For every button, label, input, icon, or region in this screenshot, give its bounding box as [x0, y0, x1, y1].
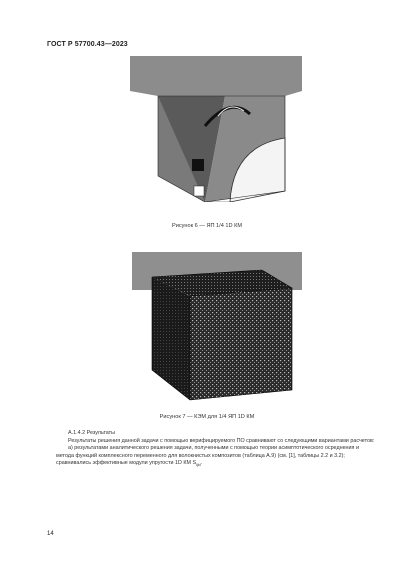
modulus-symbol: $S_{ijkl}$ [192, 460, 201, 468]
document-header: ГОСТ Р 57700.43—2023 [47, 41, 128, 48]
page-number: 14 [47, 531, 54, 537]
figure-6-caption: Рисунок 6 — ЯП 1/4 1D КМ [171, 223, 243, 229]
results-paragraph: Результаты решения данной задачи с помощью верифицируемого ПО сравнивают со следующими вариантами расчетов: [68, 437, 375, 444]
section-heading: А.1.4.2 Результаты [68, 430, 115, 436]
results-item-a: а) результатами аналитического решения задачи, полученными с помощью теории асимптотического осреднения и метода функций комплексного переменного для волокнистых композитов (таблица А.9) (см. [1], таблицы 2.2 и 3.2); сравнивались эффективные модули упругости 1D КМ $S_{ijkl}$. [56, 445, 359, 468]
figure-7-image [132, 252, 302, 402]
figure-6-image [130, 56, 302, 202]
results-section [56, 430, 376, 469]
figure-7-caption: Рисунок 7 — КЭМ для 1/4 ЯП 1D КМ [159, 414, 255, 420]
